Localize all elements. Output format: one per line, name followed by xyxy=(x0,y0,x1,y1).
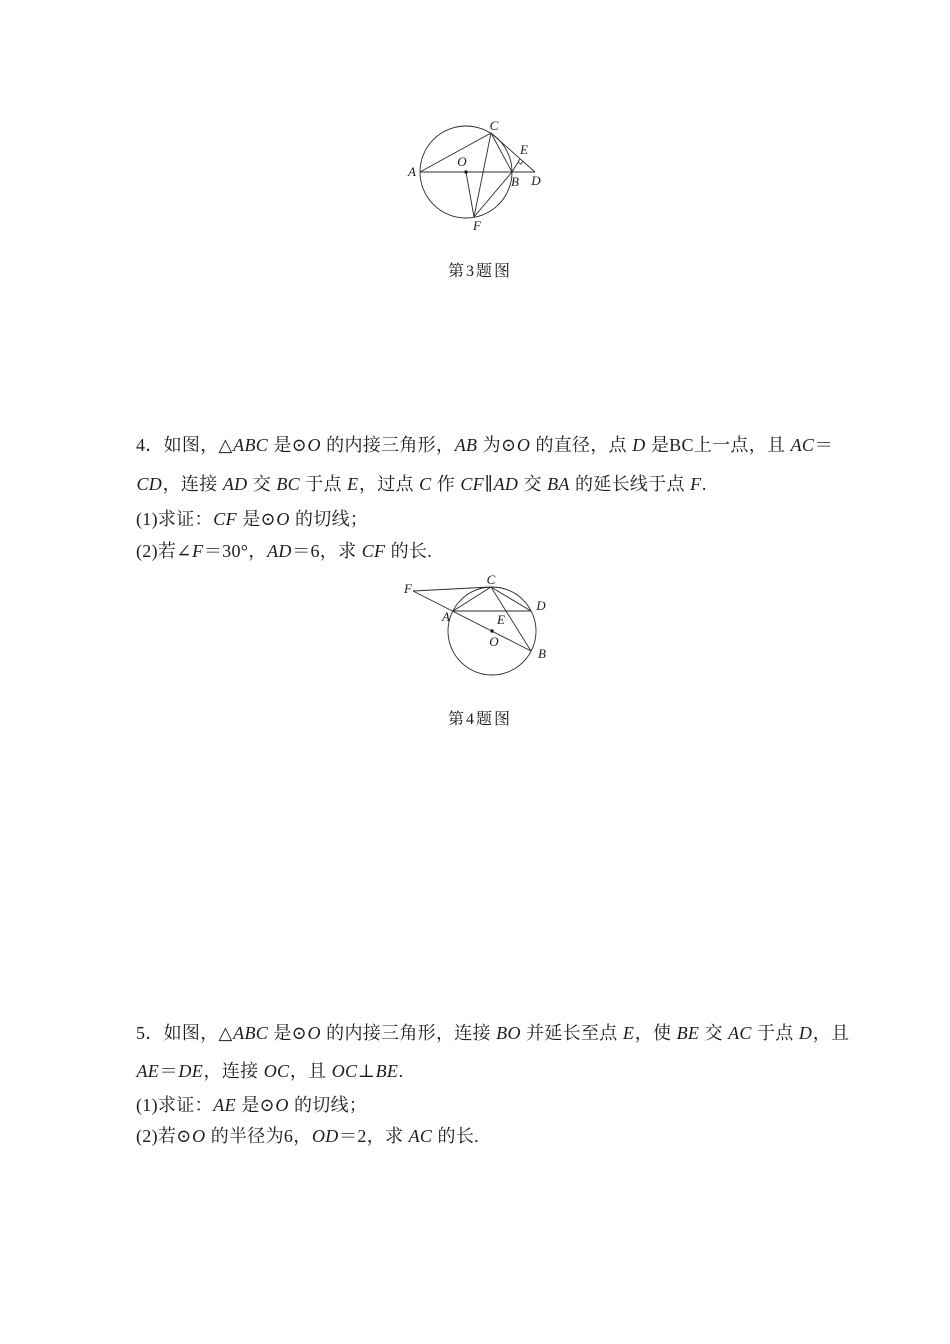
math-variable: E xyxy=(347,474,359,494)
math-variable: F xyxy=(690,474,702,494)
text-run: 为⊙ xyxy=(477,435,517,455)
text-run: ＝2，求 xyxy=(339,1126,409,1146)
math-variable: CF xyxy=(361,541,386,561)
text-run: ＝ xyxy=(159,1061,178,1081)
math-variable: AC xyxy=(790,435,815,455)
text-run: ，连接 xyxy=(203,1061,264,1081)
text-run: (1)求证： xyxy=(136,1095,213,1115)
text-run: 作 xyxy=(431,474,460,494)
math-variable: O xyxy=(276,509,290,529)
text-run: . xyxy=(398,1061,404,1081)
point-label-E: E xyxy=(497,612,505,627)
text-run: . xyxy=(701,474,707,494)
figure-problem-3 xyxy=(390,105,565,240)
center-dot-O xyxy=(490,629,493,632)
text-run: ＝30°， xyxy=(203,541,267,561)
text-run: ，连接 xyxy=(162,474,223,494)
problem-5-part-2 xyxy=(136,1125,479,1147)
text-run: 于点 xyxy=(752,1023,799,1043)
math-variable: O xyxy=(307,435,321,455)
segment-CD xyxy=(491,133,535,172)
math-variable: OC xyxy=(331,1061,358,1081)
math-variable: AC xyxy=(408,1126,433,1146)
math-variable: BE xyxy=(375,1061,399,1081)
text-run: 的内接三角形， xyxy=(321,435,455,455)
text-run: ，且 xyxy=(289,1061,332,1081)
text-run: ，使 xyxy=(634,1023,677,1043)
problem-5-line-1 xyxy=(136,1022,849,1044)
text-run: 是⊙ xyxy=(268,1023,308,1043)
figure-3-caption: 第3题图 xyxy=(447,263,512,280)
problem-4-part-2 xyxy=(136,540,432,562)
text-run: ＝ xyxy=(814,435,834,455)
math-variable: AE xyxy=(213,1095,236,1115)
text-run: 5．如图，△ xyxy=(136,1023,233,1043)
text-run: 交 xyxy=(247,474,276,494)
point-label-F: F xyxy=(473,218,481,233)
math-variable: AC xyxy=(728,1023,752,1043)
text-run: 交 xyxy=(699,1023,728,1043)
point-label-C: C xyxy=(489,118,499,133)
point-label-O: O xyxy=(457,154,467,169)
text-run: 是⊙ xyxy=(268,435,308,455)
math-variable: BO xyxy=(496,1023,521,1043)
point-label-A: A xyxy=(408,164,416,179)
text-run: (2)若⊙ xyxy=(136,1126,192,1146)
math-variable: DE xyxy=(178,1061,204,1081)
math-variable: E xyxy=(622,1023,635,1043)
segment-BE xyxy=(512,159,520,172)
text-run: 的直径，点 xyxy=(530,435,632,455)
math-variable: ABC xyxy=(233,1023,269,1043)
math-variable: BA xyxy=(547,474,570,494)
math-variable: BE xyxy=(676,1023,700,1043)
text-run: (2)若∠ xyxy=(136,541,192,561)
math-variable: O xyxy=(516,435,531,455)
chord-CB xyxy=(491,133,512,172)
math-variable: AB xyxy=(454,435,478,455)
point-label-B: B xyxy=(511,174,519,189)
math-variable: OC xyxy=(263,1061,290,1081)
text-run: 是BC上一点，且 xyxy=(646,435,791,455)
point-label-C: C xyxy=(486,572,496,587)
text-run: 的内接三角形，连接 xyxy=(321,1023,496,1043)
problem-4-line-1 xyxy=(136,434,833,456)
text-run: (1)求证： xyxy=(136,509,213,529)
chord-CD xyxy=(491,587,531,611)
math-variable: CF xyxy=(213,509,237,529)
right-angle-mark-E xyxy=(518,161,522,164)
text-run: 的切线； xyxy=(289,1095,368,1115)
chord-CF xyxy=(474,133,491,217)
figure-problem-4 xyxy=(395,570,565,700)
text-run: 4．如图，△ xyxy=(136,435,233,455)
math-variable: CF xyxy=(460,474,484,494)
text-run: 的长. xyxy=(432,1126,479,1146)
figure-4-caption: 第4题图 xyxy=(447,711,512,728)
math-variable: O xyxy=(192,1126,206,1146)
math-variable: C xyxy=(419,474,432,494)
text-run: 于点 xyxy=(300,474,347,494)
center-dot-O xyxy=(464,170,467,173)
text-run: 的长. xyxy=(385,541,432,561)
radius-OF xyxy=(466,172,474,217)
text-run: 交 xyxy=(518,474,547,494)
point-label-D: D xyxy=(536,598,546,613)
text-run: ∥ xyxy=(484,474,494,494)
math-variable: AD xyxy=(222,474,248,494)
text-run: 的延长线于点 xyxy=(570,474,690,494)
problem-4-line-2 xyxy=(136,473,707,495)
math-variable: AD xyxy=(493,474,519,494)
problem-5-part-1 xyxy=(136,1094,367,1116)
text-run: ＝6，求 xyxy=(292,541,362,561)
math-variable: OD xyxy=(312,1126,339,1146)
point-label-O: O xyxy=(489,634,499,649)
math-variable: AE xyxy=(136,1061,160,1081)
chord-AC xyxy=(420,133,491,172)
math-variable: CD xyxy=(136,474,163,494)
math-variable: AD xyxy=(267,541,292,561)
text-run: 并延长至点 xyxy=(521,1023,623,1043)
math-variable: ABC xyxy=(233,435,269,455)
point-label-E: E xyxy=(520,142,528,157)
text-run: ⊥ xyxy=(357,1061,376,1081)
math-variable: D xyxy=(632,435,646,455)
text-run: 的切线； xyxy=(290,509,369,529)
point-label-B: B xyxy=(538,646,546,661)
point-label-F: F xyxy=(404,581,412,596)
math-variable: O xyxy=(275,1095,289,1115)
text-run: 是⊙ xyxy=(237,509,276,529)
point-label-D: D xyxy=(531,173,541,188)
math-variable: D xyxy=(798,1023,813,1043)
text-run: 的半径为6， xyxy=(205,1126,312,1146)
text-run: ，且 xyxy=(812,1023,850,1043)
math-variable: F xyxy=(192,541,204,561)
math-variable: BC xyxy=(276,474,300,494)
problem-5-line-2 xyxy=(136,1060,403,1082)
text-run: ，过点 xyxy=(358,474,419,494)
math-variable: O xyxy=(307,1023,321,1043)
chord-AC xyxy=(453,587,491,611)
text-run: 是⊙ xyxy=(236,1095,275,1115)
problem-4-part-1 xyxy=(136,508,368,530)
point-label-A: A xyxy=(442,609,450,624)
